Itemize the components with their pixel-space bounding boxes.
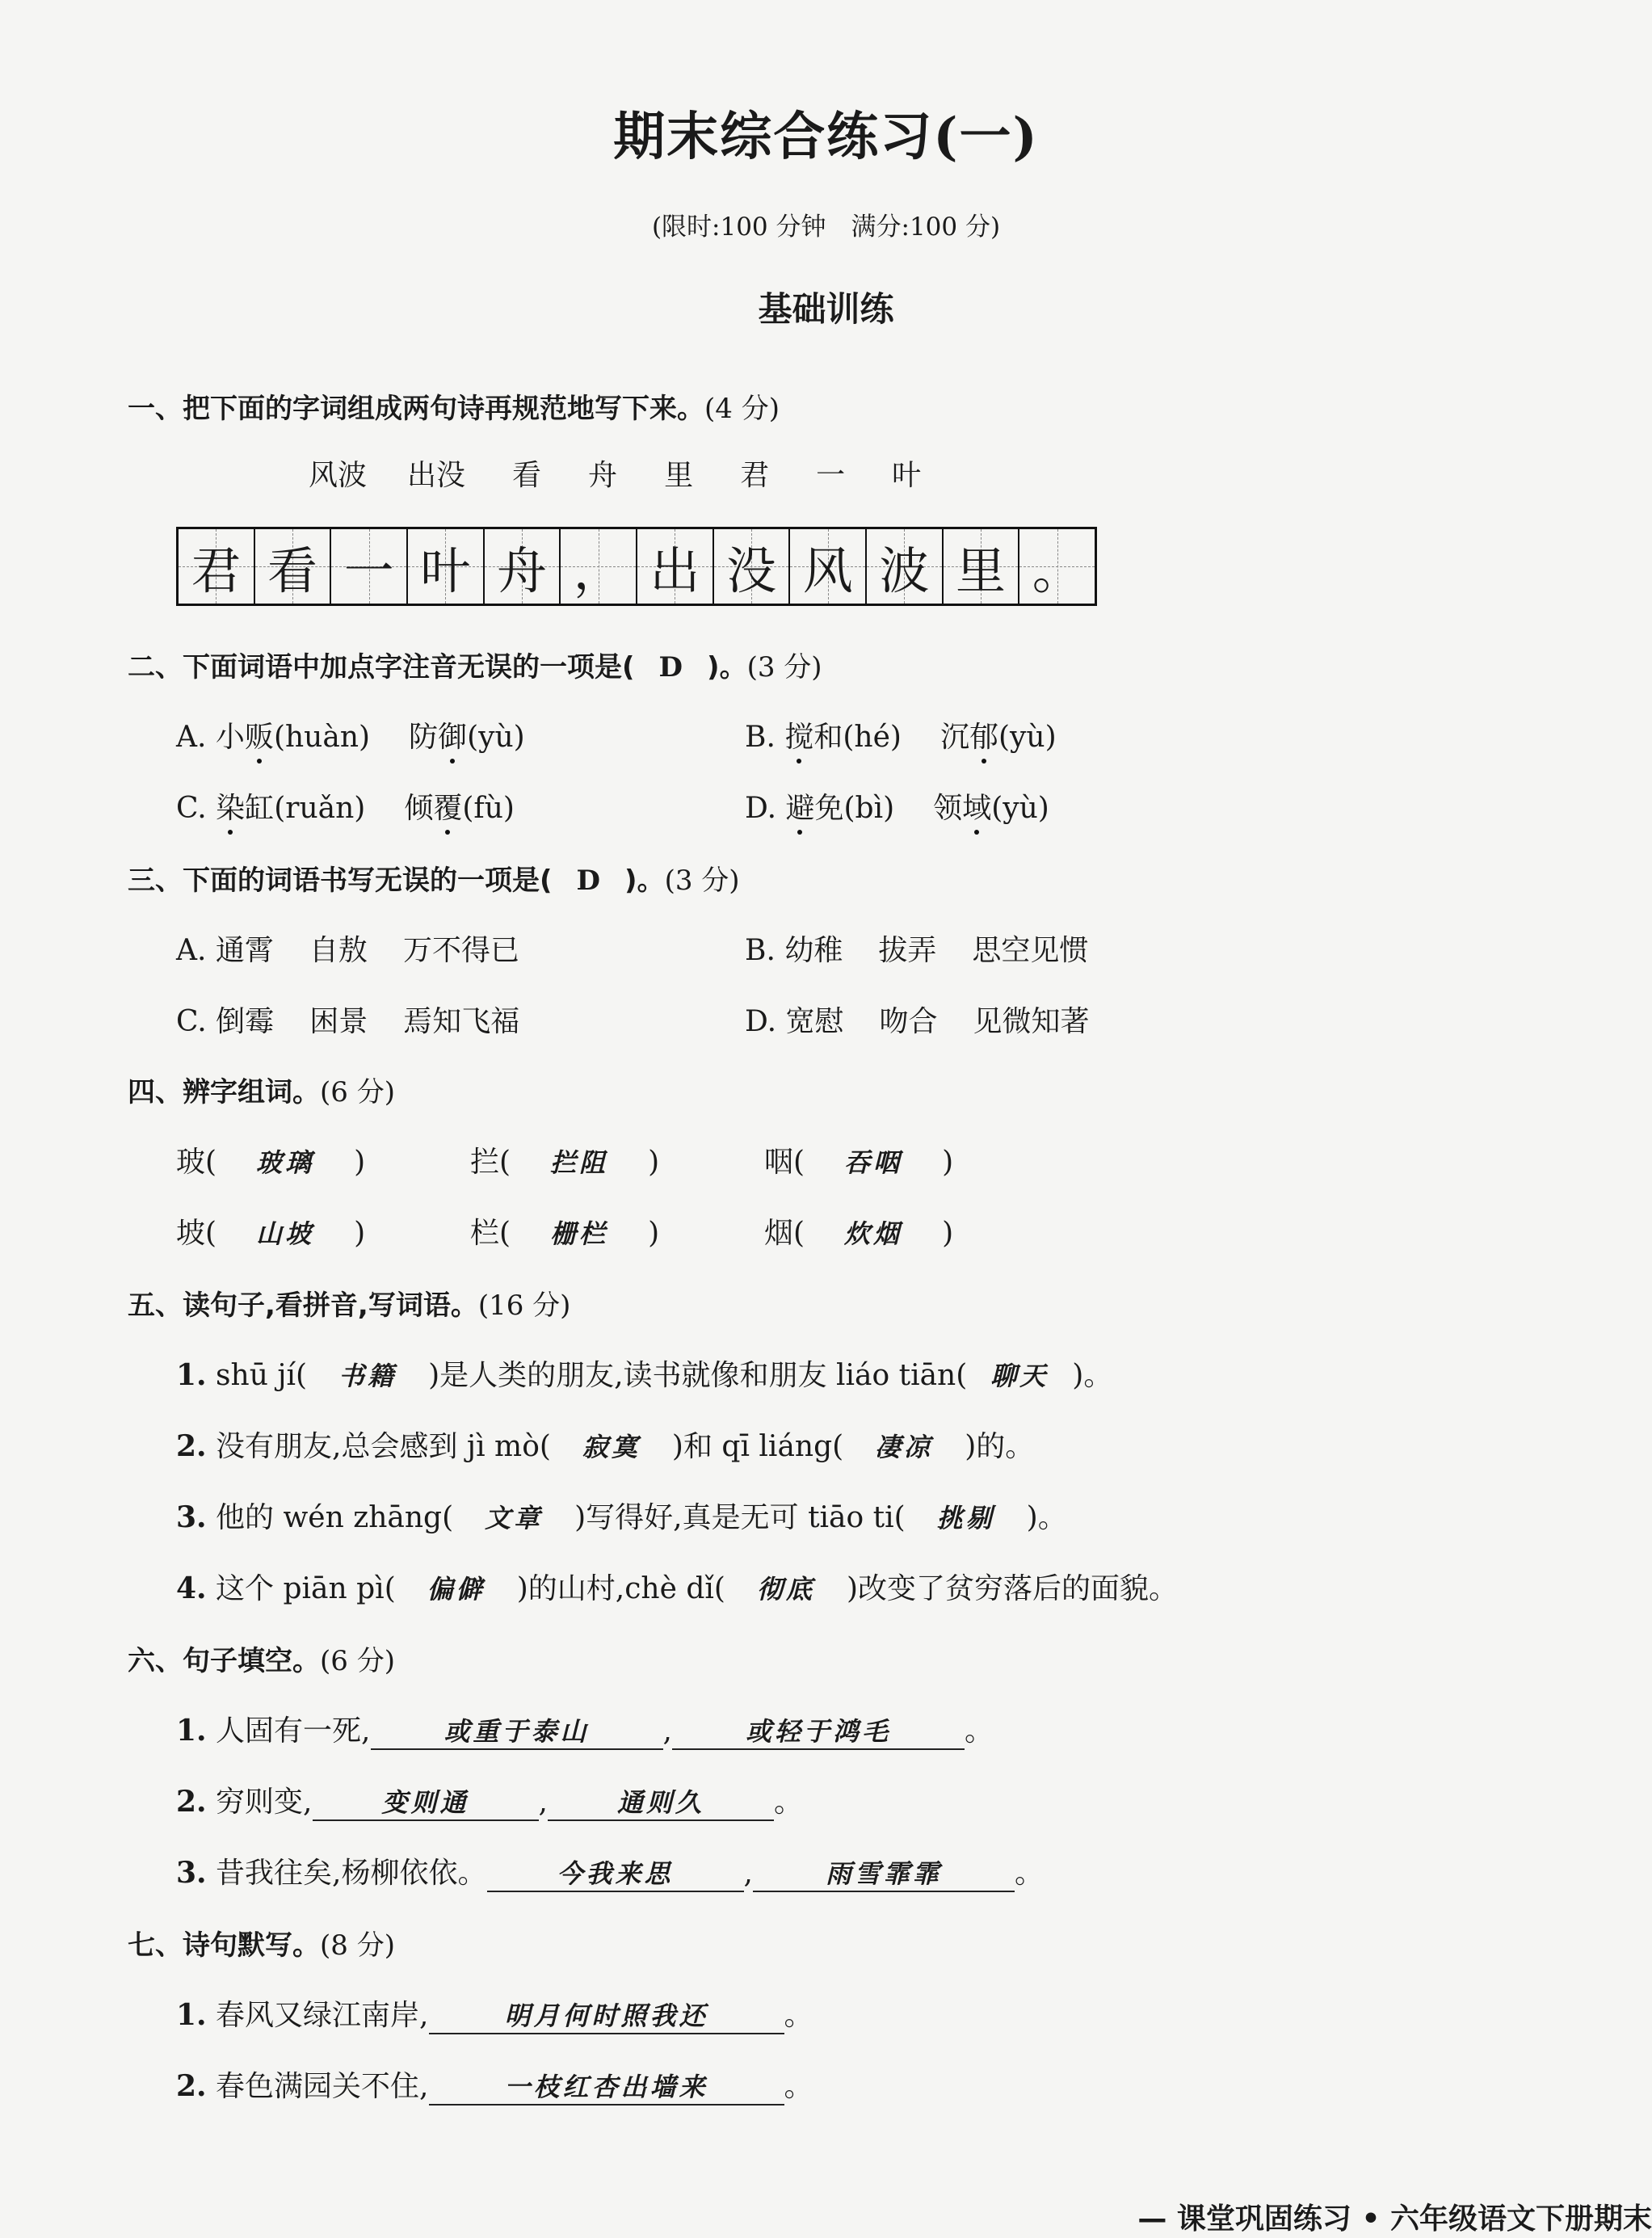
sentence-1: 1. shū jí( 书籍 )是人类的朋友,读书就像和朋友 liáo tiān( 聊天 )。 [176, 1358, 1113, 1392]
question-5-title: 五、读句子,看拼音,写词语。(16 分) [128, 1289, 571, 1322]
option-a: A. 小贩(huàn) 防御(yù) [176, 714, 525, 755]
writing-grid [176, 527, 1097, 606]
option-c: C. 倒霉 困景 焉知飞福 [176, 1005, 520, 1038]
answer-blank: 或重于泰山 [371, 1711, 663, 1750]
option-d: D. 宽慰 吻合 见微知著 [745, 1005, 1090, 1038]
grid-cell: 。 [1019, 529, 1095, 604]
answer-blank: 明月何时照我还 [429, 1996, 784, 2034]
answer-blank: 今我来思 [487, 1853, 744, 1892]
word: 看 [512, 459, 542, 492]
grid-cell: 叶 [408, 529, 485, 604]
question-4-title: 四、辨字组词。(6 分) [128, 1076, 395, 1108]
grid-cell: 看 [255, 529, 332, 604]
word-pair: 拦( 拦阻 ) [470, 1146, 660, 1179]
answer-blank: 通则久 [548, 1782, 774, 1821]
question-6-title: 六、句子填空。(6 分) [128, 1645, 395, 1677]
section-heading: 基础训练 [758, 289, 894, 329]
word: 风波 [309, 459, 368, 492]
grid-cell: 出 [637, 529, 714, 604]
fill-sentence-3: 3. 昔我往矣,杨柳依依。 今我来思 , 雨雪霏霏 。 [176, 1850, 1044, 1892]
option-b: B. 搅和(hé) 沉郁(yù) [745, 714, 1057, 755]
question-7-title: 七、诗句默写。(8 分) [128, 1929, 395, 1962]
word-pair: 咽( 吞咽 ) [764, 1146, 954, 1179]
word-pair: 坡( 山坡 ) [176, 1217, 366, 1250]
page-footer: — 课堂巩固练习 • 六年级语文下册期末 [1137, 2202, 1652, 2236]
sentence-4: 4. 这个 piān pì( 偏僻 )的山村,chè dǐ( 彻底 )改变了贫穷落后的面貌。 [176, 1571, 1178, 1605]
sentence-2: 2. 没有朋友,总会感到 jì mò( 寂寞 )和 qī liáng( 凄凉 )的。 [176, 1429, 1035, 1463]
poem-line-1: 1. 春风又绿江南岸, 明月何时照我还 。 [176, 1992, 813, 2034]
time-limit-note: (限时:100 分钟 满分:100 分) [651, 212, 1001, 242]
word: 里 [664, 459, 694, 492]
grid-cell: 没 [714, 529, 791, 604]
poem-line-2: 2. 春色满园关不住, 一枝红杏出墙来 。 [176, 2063, 813, 2105]
answer-blank: 一枝红杏出墙来 [429, 2067, 784, 2105]
grid-cell: 君 [179, 529, 255, 604]
answer-choice: D [658, 651, 683, 684]
word: 出没 [407, 459, 466, 492]
word: 叶 [892, 459, 922, 492]
question-3-title: 三、下面的词语书写无误的一项是( D )。(3 分) [128, 864, 740, 897]
word: 舟 [588, 459, 618, 492]
answer-blank: 变则通 [313, 1782, 539, 1821]
question-1-word-bank [309, 452, 921, 494]
grid-cell: 一 [331, 529, 408, 604]
fill-sentence-1: 1. 人固有一死, 或重于泰山 , 或轻于鸿毛 。 [176, 1708, 994, 1750]
grid-cell: ， [561, 529, 637, 604]
option-a: A. 通霄 自敖 万不得已 [176, 934, 519, 967]
word: 君 [740, 459, 770, 492]
word-pair: 烟( 炊烟 ) [764, 1217, 954, 1250]
grid-cell: 波 [867, 529, 944, 604]
word-pair: 玻( 玻璃 ) [176, 1146, 366, 1179]
answer-choice: D [576, 864, 601, 897]
answer-blank: 或轻于鸿毛 [672, 1711, 965, 1750]
question-1-title: 一、把下面的字词组成两句诗再规范地写下来。(4 分) [128, 393, 780, 425]
answer-blank: 雨雪霏霏 [753, 1853, 1015, 1892]
grid-cell: 舟 [485, 529, 561, 604]
sentence-3: 3. 他的 wén zhāng( 文章 )写得好,真是无可 tiāo ti( 挑剔 )。 [176, 1500, 1067, 1534]
grid-cell: 里 [944, 529, 1020, 604]
option-d: D. 避免(bì) 领域(yù) [745, 785, 1049, 827]
word: 一 [816, 459, 846, 492]
fill-sentence-2: 2. 穷则变, 变则通 , 通则久 。 [176, 1779, 803, 1821]
grid-cell: 风 [790, 529, 867, 604]
question-2-title: 二、下面词语中加点字注音无误的一项是( D )。(3 分) [128, 651, 822, 684]
page-title: 期末综合练习(一) [613, 107, 1039, 167]
word-pair: 栏( 栅栏 ) [470, 1217, 660, 1250]
option-b: B. 幼稚 拔弄 思空见惯 [745, 934, 1089, 967]
option-c: C. 染缸(ruǎn) 倾覆(fù) [176, 785, 515, 827]
